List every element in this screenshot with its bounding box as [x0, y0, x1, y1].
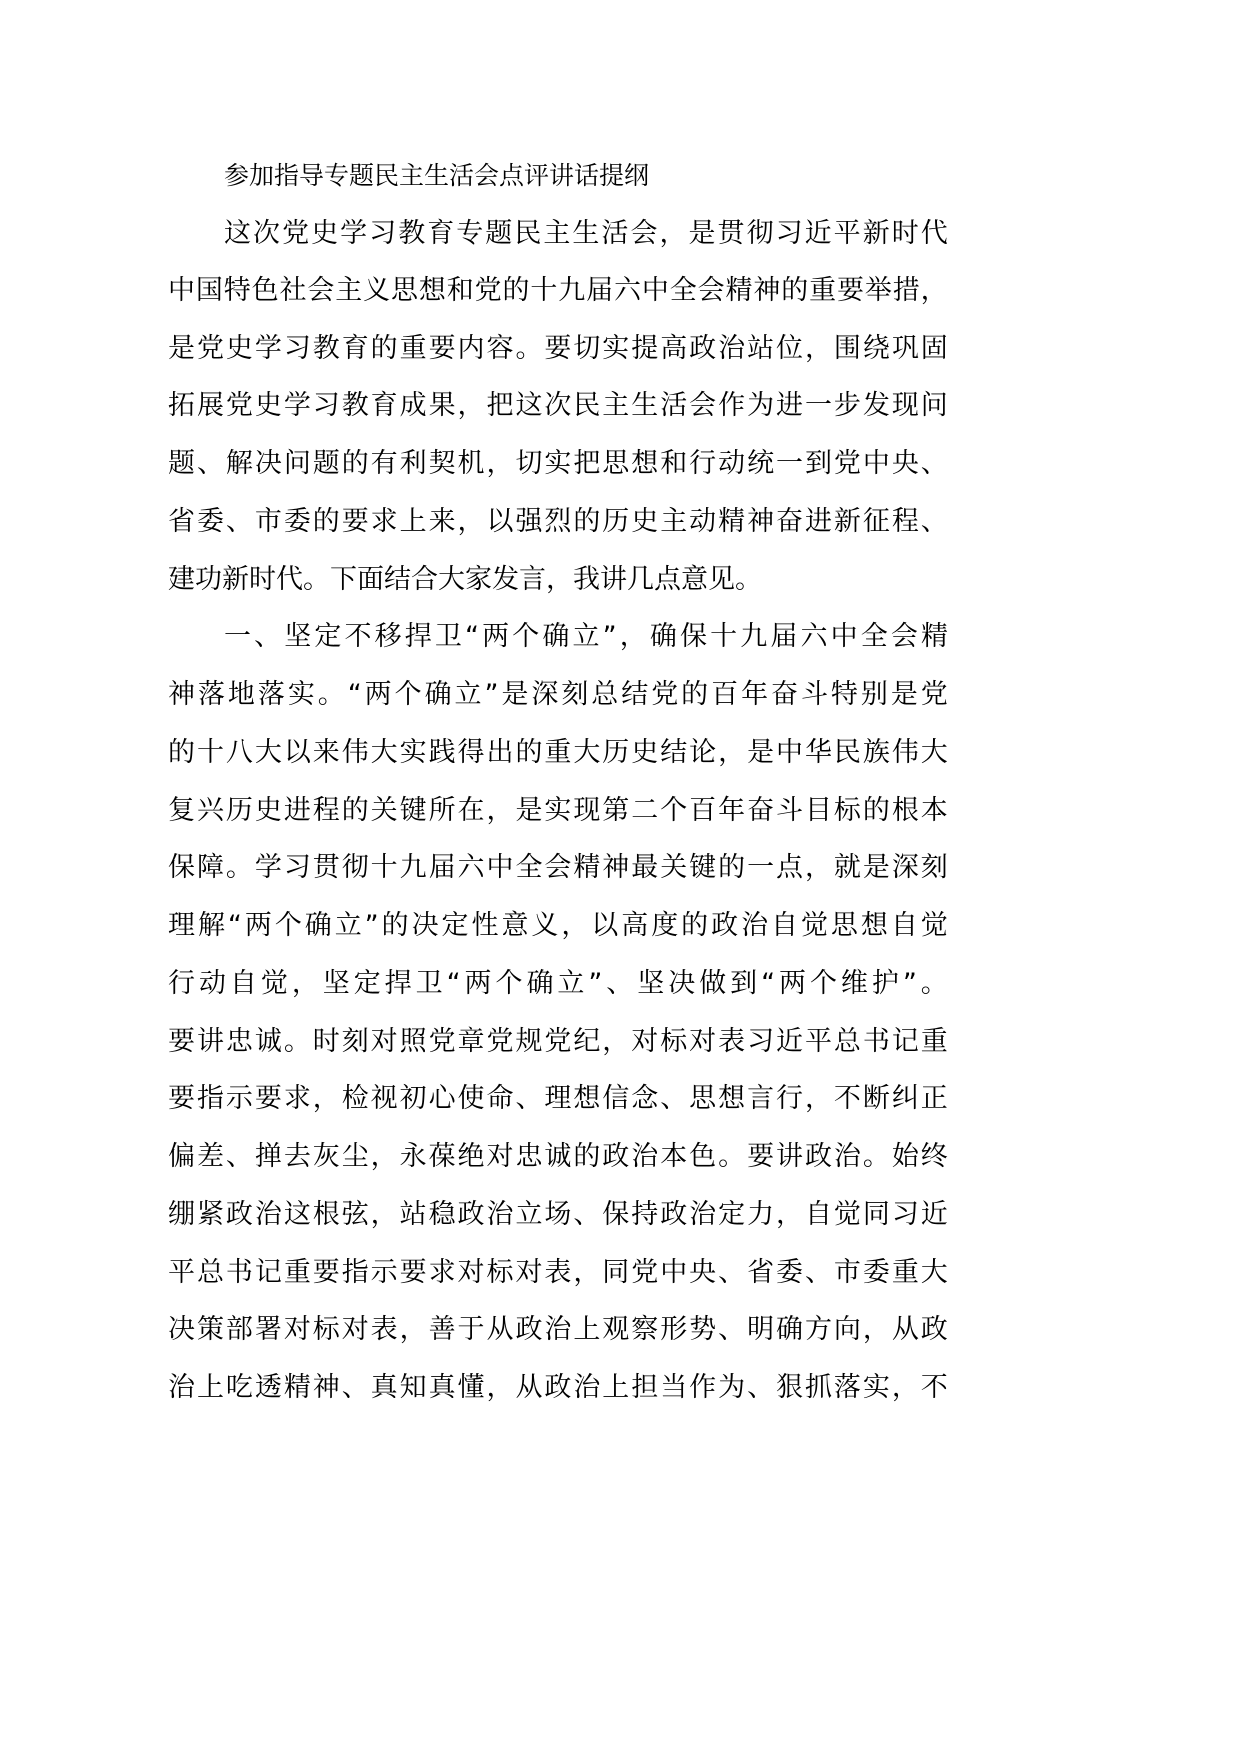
- paragraph-line: 平 总 书 记 重 要 指 示 要 求 对 标 对 表 ， 同 党 中 央 、 省 委 、 市 委 重 大: [168, 1257, 948, 1288]
- paragraph-line: 神 落 地 落 实 。 “ 两 个 确 立 ” 是 深 刻 总 结 党 的 百 年 奋 斗 特 别 是 党: [168, 679, 948, 710]
- paragraph-line: 偏 差 、 掸 去 灰 尘 ， 永 葆 绝 对 忠 诚 的 政 治 本 色 。 要 讲 政 治 。 始 终: [168, 1141, 948, 1172]
- paragraph-line: 绷 紧 政 治 这 根 弦 ， 站 稳 政 治 立 场 、 保 持 政 治 定 力 ， 自 觉 同 习 近: [168, 1199, 948, 1230]
- paragraph-line: 这 次 党 史 学 习 教 育 专 题 民 主 生 活 会 ， 是 贯 彻 习 近 平 新 时 代: [224, 218, 948, 249]
- paragraph-line: 要 讲 忠 诚 。 时 刻 对 照 党 章 党 规 党 纪 ， 对 标 对 表 习 近 平 总 书 记 重: [168, 1026, 948, 1057]
- paragraph-line: 一 、 坚 定 不 移 捍 卫 “ 两 个 确 立 ” ， 确 保 十 九 届 六 中 全 会 精: [224, 621, 948, 652]
- paragraph-line: 决 策 部 署 对 标 对 表 ， 善 于 从 政 治 上 观 察 形 势 、 明 确 方 向 ， 从 政: [168, 1314, 948, 1345]
- paragraph-line: 行 动 自 觉 ， 坚 定 捍 卫 “ 两 个 确 立 ” 、 坚 决 做 到 “ 两 个 维 护 ” 。: [168, 968, 948, 999]
- paragraph-line: 建功新时代。下面结合大家发言，我讲几点意见。: [168, 564, 762, 595]
- paragraph-line: 要 指 示 要 求 ， 检 视 初 心 使 命 、 理 想 信 念 、 思 想 言 行 ， 不 断 纠 正: [168, 1083, 948, 1114]
- paragraph-line: 理 解 “ 两 个 确 立 ” 的 决 定 性 意 义 ， 以 高 度 的 政 治 自 觉 思 想 自 觉: [168, 910, 948, 941]
- paragraph-line: 是 党 史 学 习 教 育 的 重 要 内 容 。 要 切 实 提 高 政 治 站 位 ， 围 绕 巩 固: [168, 333, 948, 364]
- paragraph-line: 题 、 解 决 问 题 的 有 利 契 机 ， 切 实 把 思 想 和 行 动 统 一 到 党 中 央 、: [168, 448, 948, 479]
- paragraph-line: 省 委 、 市 委 的 要 求 上 来 ， 以 强 烈 的 历 史 主 动 精 神 奋 进 新 征 程 、: [168, 506, 948, 537]
- paragraph-line: 复 兴 历 史 进 程 的 关 键 所 在 ， 是 实 现 第 二 个 百 年 奋 斗 目 标 的 根 本: [168, 795, 948, 826]
- document-title: 参加指导专题民主生活会点评讲话提纲: [224, 161, 650, 190]
- paragraph-line: 拓 展 党 史 学 习 教 育 成 果 ， 把 这 次 民 主 生 活 会 作 为 进 一 步 发 现 问: [168, 390, 948, 421]
- paragraph-line: 中 国 特 色 社 会 主 义 思 想 和 党 的 十 九 届 六 中 全 会 精 神 的 重 要 举 措 ，: [168, 275, 948, 306]
- paragraph-line: 保 障 。 学 习 贯 彻 十 九 届 六 中 全 会 精 神 最 关 键 的 一 点 ， 就 是 深 刻: [168, 852, 948, 883]
- paragraph-line: 治 上 吃 透 精 神 、 真 知 真 懂 ， 从 政 治 上 担 当 作 为 、 狠 抓 落 实 ， 不: [168, 1372, 948, 1403]
- paragraph-line: 的 十 八 大 以 来 伟 大 实 践 得 出 的 重 大 历 史 结 论 ， 是 中 华 民 族 伟 大: [168, 737, 948, 768]
